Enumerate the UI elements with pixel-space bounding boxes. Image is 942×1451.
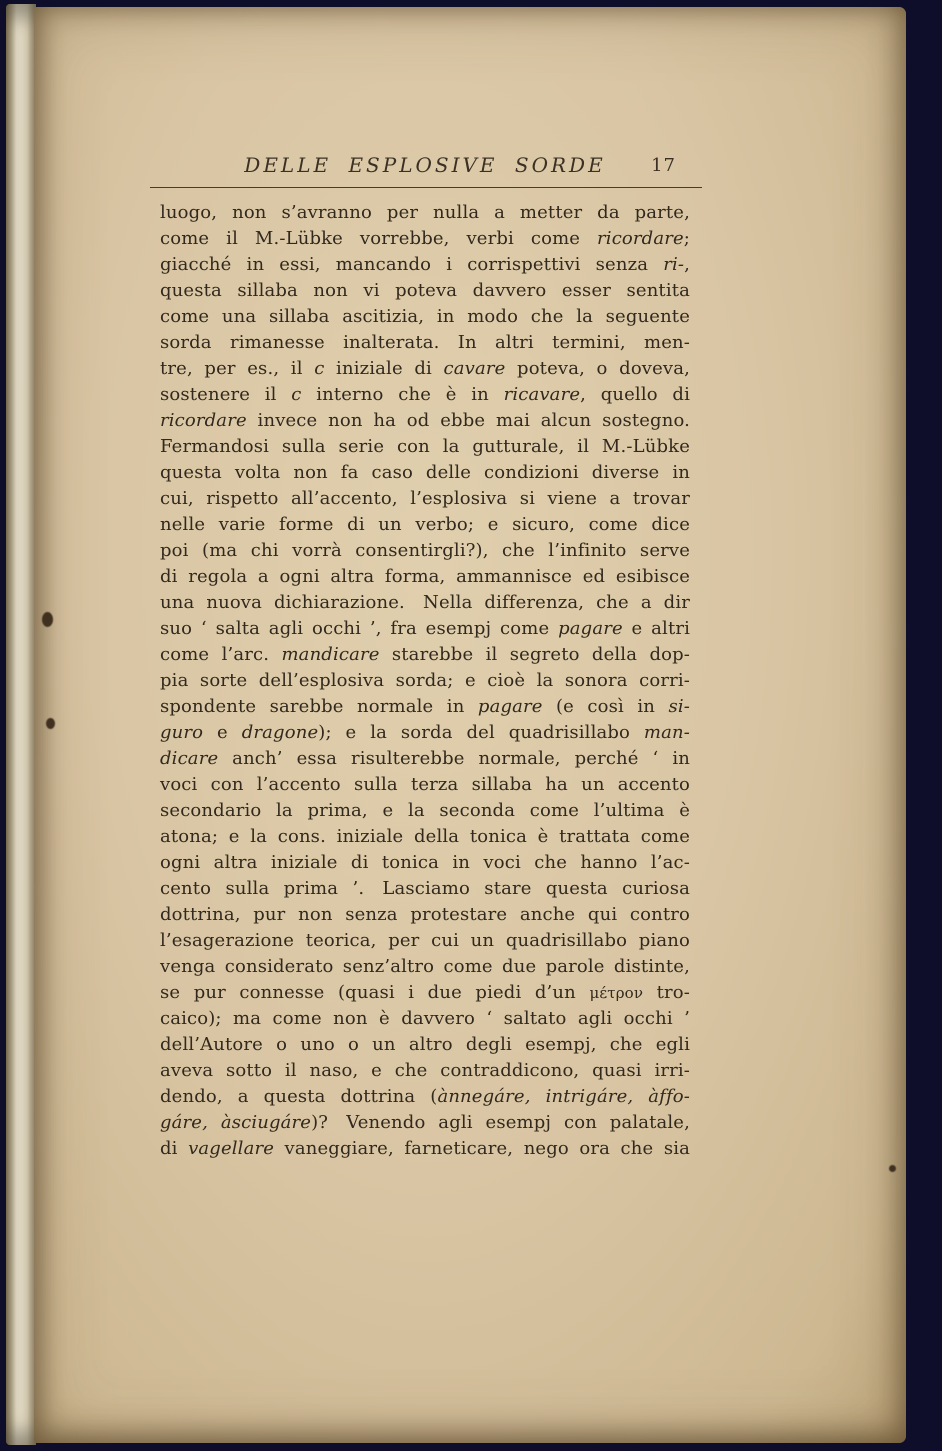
text-line: caico); ma come non è davvero ‘ saltato agli occhi ’	[160, 1008, 690, 1029]
body-text	[160, 200, 690, 1162]
text-line: come l’arc. mandicare starebbe il segreto della dop-	[160, 644, 691, 665]
text-line: secondario la prima, e la seconda come l’ultima è	[160, 800, 690, 821]
book-page-edges	[6, 4, 36, 1445]
text-line: luogo, non s’avranno per nulla a metter da parte,	[160, 202, 690, 223]
text-line: nelle varie forme di un verbo; e sicuro, come dice	[160, 514, 690, 535]
text-line: sostenere il c interno che è in ricavare, quello di	[160, 384, 691, 405]
text-line: guro e dragone); e la sorda del quadrisillabo man-	[160, 722, 690, 743]
text-line: l’esagerazione teorica, per cui un quadrisillabo piano	[160, 930, 690, 951]
running-header	[160, 153, 690, 179]
text-line: di regola a ogni altra forma, ammannisce ed esibisce	[160, 566, 690, 587]
header-title: DELLE ESPLOSIVE SORDE	[244, 153, 606, 177]
text-line: se pur connesse (quasi i due piedi d’un μέτρον tro-	[160, 982, 690, 1003]
text-line: Fermandosi sulla serie con la gutturale, il M.-Lübke	[160, 436, 690, 457]
paper-speck	[46, 718, 55, 729]
text-line: dendo, a questa dottrina (ànnegáre, intrigáre, àffo-	[160, 1086, 691, 1107]
text-line: suo ‘ salta agli occhi ’, fra esempj come pagare e altri	[160, 618, 690, 639]
text-line: cui, rispetto all’accento, l’esplosiva si viene a trovar	[160, 488, 690, 509]
text-line: venga considerato senz’altro come due parole distinte,	[160, 956, 690, 977]
text-line: poi (ma chi vorrà consentirgli?), che l’infinito serve	[160, 540, 690, 561]
text-line: sorda rimanesse inalterata. In altri termini, men-	[160, 332, 690, 353]
book-page	[34, 7, 906, 1443]
text-line: questa volta non fa caso delle condizioni diverse in	[160, 462, 690, 483]
text-line: questa sillaba non vi poteva davvero esser sentita	[160, 280, 690, 301]
text-line: atona; e la cons. iniziale della tonica è trattata come	[160, 826, 690, 847]
text-line: spondente sarebbe normale in pagare (e così in si-	[160, 696, 690, 717]
text-line: cento sulla prima ’. Lasciamo stare questa curiosa	[160, 878, 690, 899]
text-line: dottrina, pur non senza protestare anche qui contro	[160, 904, 690, 925]
text-line: ricordare invece non ha od ebbe mai alcun sostegno.	[160, 410, 690, 431]
text-line: tre, per es., il c iniziale di cavare poteva, o doveva,	[160, 358, 690, 379]
paper-speck	[889, 1165, 896, 1172]
text-line: aveva sotto il naso, e che contraddicono, quasi irri-	[160, 1060, 690, 1081]
text-line: dell’Autore o uno o un altro degli esempj, che egli	[160, 1034, 690, 1055]
paper-speck	[42, 612, 53, 627]
text-line: dicare anch’ essa risulterebbe normale, perché ‘ in	[160, 748, 690, 769]
text-line: una nuova dichiarazione. Nella differenza, che a dir	[160, 592, 690, 613]
text-line: giacché in essi, mancando i corrispettivi senza ri-,	[160, 254, 690, 275]
text-line: come una sillaba ascitizia, in modo che la seguente	[160, 306, 690, 327]
text-line: voci con l’accento sulla terza sillaba ha un accento	[160, 774, 690, 795]
page-number: 17	[651, 155, 676, 176]
text-line: gáre, àsciugáre)? Venendo agli esempj con palatale,	[160, 1112, 690, 1133]
header-rule	[150, 187, 702, 188]
text-line: di vagellare vaneggiare, farneticare, nego ora che sia	[160, 1138, 691, 1159]
text-line: pia sorte dell’esplosiva sorda; e cioè la sonora corri-	[160, 670, 690, 691]
text-line: ogni altra iniziale di tonica in voci che hanno l’ac-	[160, 852, 690, 873]
text-line: come il M.-Lübke vorrebbe, verbi come ricordare;	[160, 228, 690, 249]
